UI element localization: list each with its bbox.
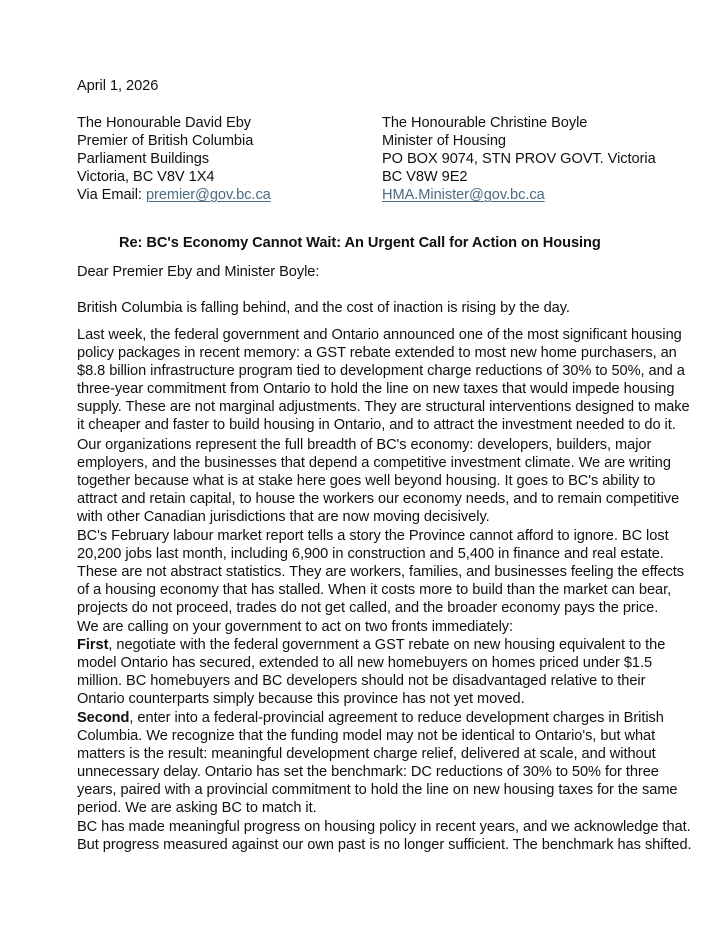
via-email-line: [77, 186, 271, 204]
recipient-line: Minister of Housing: [382, 133, 506, 149]
via-email-label: Via Email:: [77, 187, 146, 203]
paragraph-line: three-year commitment from Ontario to hold the line on new taxes that would impede housing: [77, 381, 675, 397]
minister-email-link[interactable]: HMA.Minister@gov.bc.ca: [382, 187, 545, 203]
recipient-line: Victoria, BC V8V 1X4: [77, 169, 215, 185]
paragraph-line: British Columbia is falling behind, and the cost of inaction is rising by the day.: [77, 300, 570, 316]
paragraph-line: period. We are asking BC to match it.: [77, 800, 317, 816]
paragraph-line: BC's February labour market report tells a story the Province cannot afford to ignore. BC lost: [77, 528, 669, 544]
recipient-line: Premier of British Columbia: [77, 133, 254, 149]
paragraph-line: matters is the result: meaningful development charge relief, delivered at scale, and without: [77, 746, 656, 762]
paragraph-line: Our organizations represent the full breadth of BC's economy: developers, builders, major: [77, 437, 652, 453]
paragraph-line: BC has made meaningful progress on housing policy in recent years, and we acknowledge that.: [77, 819, 691, 835]
salutation: Dear Premier Eby and Minister Boyle:: [77, 264, 320, 280]
recipient-line: The Honourable Christine Boyle: [382, 115, 588, 131]
paragraph-line: We are calling on your government to act on two fronts immediately:: [77, 619, 514, 635]
recipient-line: Parliament Buildings: [77, 151, 210, 167]
paragraph-line: 20,200 jobs last month, including 6,900 in construction and 5,400 in finance and real estate.: [77, 546, 664, 562]
paragraph-line: years, paired with a provincial commitment to hold the line on new housing taxes for the same: [77, 782, 678, 798]
paragraph-line: unnecessary delay. Ontario has set the benchmark: DC reductions of 30% to 50% for three: [77, 764, 659, 780]
recipient-line: PO BOX 9074, STN PROV GOVT. Victoria: [382, 151, 656, 167]
paragraph-line: Columbia. We recognize that the funding model may not be identical to Ontario's, but what: [77, 728, 656, 744]
second-label: Second: [77, 710, 130, 726]
paragraph-line: supply. These are not marginal adjustments. They are structural interventions designed to make: [77, 399, 690, 415]
letter-date: April 1, 2026: [77, 78, 159, 94]
minister-email-line: [382, 186, 545, 204]
paragraph-line: Ontario counterparts simply because this province has not yet moved.: [77, 691, 525, 707]
paragraph-line: But progress measured against our own past is no longer sufficient. The benchmark has shifted.: [77, 837, 692, 853]
premier-email-link[interactable]: premier@gov.bc.ca: [145, 187, 271, 203]
recipient-line: BC V8W 9E2: [382, 169, 468, 185]
first-text: , negotiate with the federal government a GST rebate on new housing equivalent to the: [108, 637, 666, 653]
paragraph-line: policy packages in recent memory: a GST rebate extended to most new home purchasers, an: [77, 345, 677, 361]
first-label: First: [77, 637, 109, 653]
paragraph-line: projects do not proceed, trades do not get called, and the broader economy pays the price.: [77, 600, 659, 616]
paragraph-line: Last week, the federal government and Ontario announced one of the most significant housing: [77, 327, 682, 343]
paragraph-line: with other Canadian jurisdictions that are now moving decisively.: [77, 509, 490, 525]
paragraph-line: million. BC homebuyers and BC developers should not be disadvantaged relative to their: [77, 673, 646, 689]
paragraph-line: [77, 636, 665, 654]
paragraph-line: model Ontario has secured, extended to all new homebuyers on homes priced under $1.5: [77, 655, 653, 671]
paragraph-line: attract and retain capital, to house the workers our economy needs, and to remain competitive: [77, 491, 680, 507]
paragraph-line: it cheaper and faster to build housing in Ontario, and to attract the investment needed to do it.: [77, 417, 676, 433]
paragraph-line: These are not abstract statistics. They are workers, families, and businesses feeling the effects: [77, 564, 685, 580]
paragraph-line: of a housing economy that has stalled. When it costs more to build than the market can bear,: [77, 582, 672, 598]
second-text: , enter into a federal-provincial agreement to reduce development charges in British: [129, 710, 664, 726]
subject-line: Re: BC's Economy Cannot Wait: An Urgent Call for Action on Housing: [119, 235, 601, 251]
paragraph-line: together because what is at stake here goes well beyond housing. It goes to BC's ability to: [77, 473, 656, 489]
paragraph-line: employers, and the businesses that depend a competitive investment climate. We are writing: [77, 455, 671, 471]
paragraph-line: [77, 709, 664, 727]
paragraph-line: $8.8 billion infrastructure program tied to development charge reductions of 30% to 50%, and a: [77, 363, 685, 379]
recipient-line: The Honourable David Eby: [77, 115, 252, 131]
